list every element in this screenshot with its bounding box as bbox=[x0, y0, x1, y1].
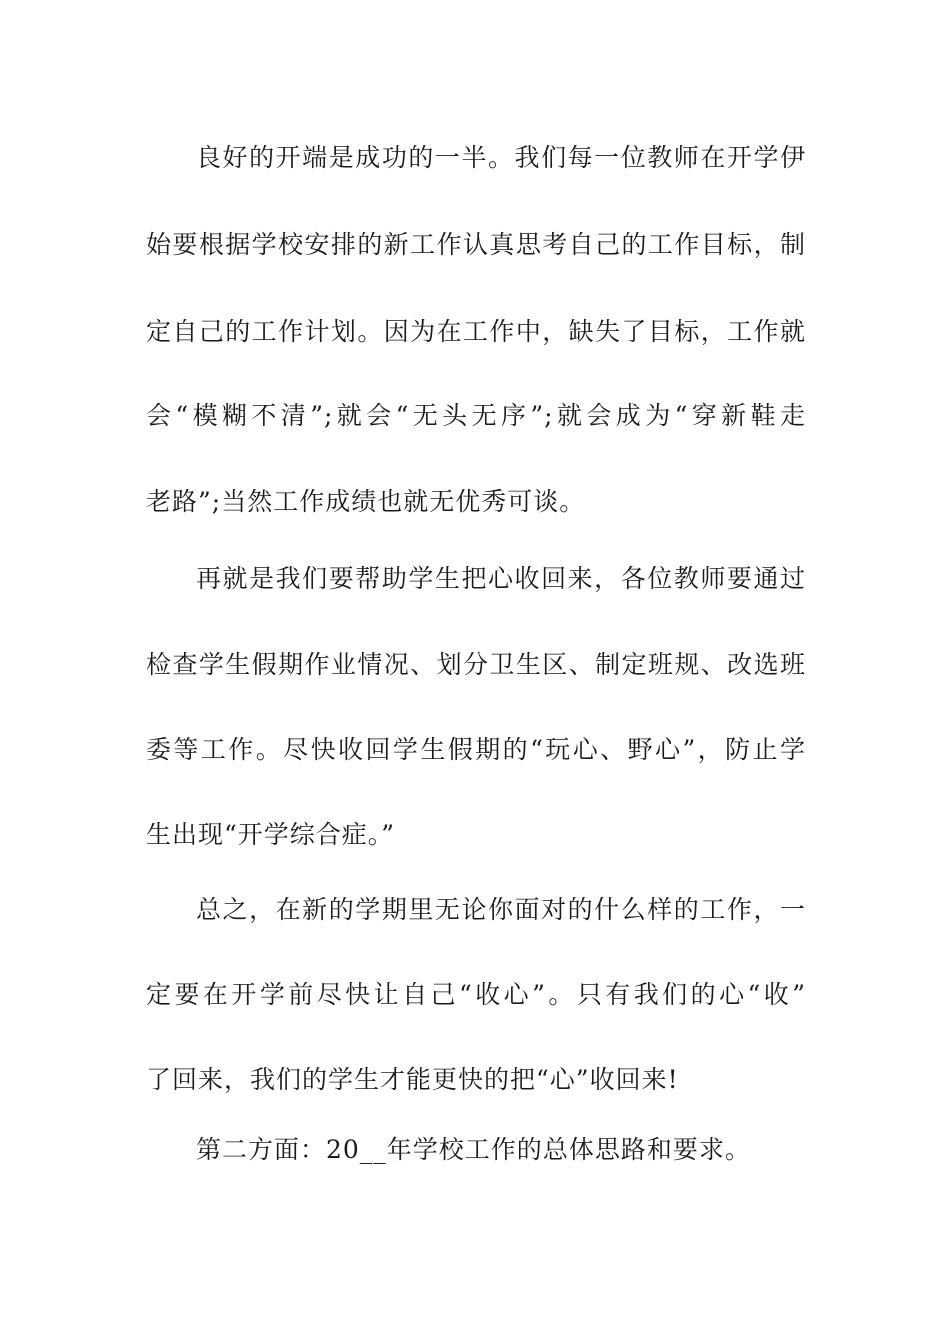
text-line: 再就是我们要帮助学生把心收回来，各位教师要通过 bbox=[196, 564, 806, 593]
text-line: 会“模糊不清”;就会“无头无序”;就会成为“穿新鞋走 bbox=[146, 401, 806, 430]
text-line: 定自己的工作计划。因为在工作中，缺失了目标，工作就 bbox=[146, 317, 806, 346]
text-line: 老路”;当然工作成绩也就无优秀可谈。 bbox=[146, 487, 586, 516]
text-line: 检查学生假期作业情况、划分卫生区、制定班规、改选班 bbox=[146, 650, 806, 679]
text-line: 良好的开端是成功的一半。我们每一位教师在开学伊 bbox=[196, 143, 806, 172]
text-line: 了回来，我们的学生才能更快的把“心”收回来! bbox=[146, 1065, 679, 1094]
text-line: 始要根据学校安排的新工作认真思考自己的工作目标，制 bbox=[146, 230, 806, 259]
text-line: 生出现“开学综合症。” bbox=[146, 820, 396, 849]
text-line: 定要在开学前尽快让自己“收心”。只有我们的心“收” bbox=[146, 980, 806, 1009]
text-line: 总之，在新的学期里无论你面对的什么样的工作，一 bbox=[196, 895, 806, 924]
text-line: 委等工作。尽快收回学生假期的“玩心、野心”，防止学 bbox=[146, 735, 806, 764]
section-heading: 第二方面：20__年学校工作的总体思路和要求。 bbox=[196, 1135, 751, 1164]
